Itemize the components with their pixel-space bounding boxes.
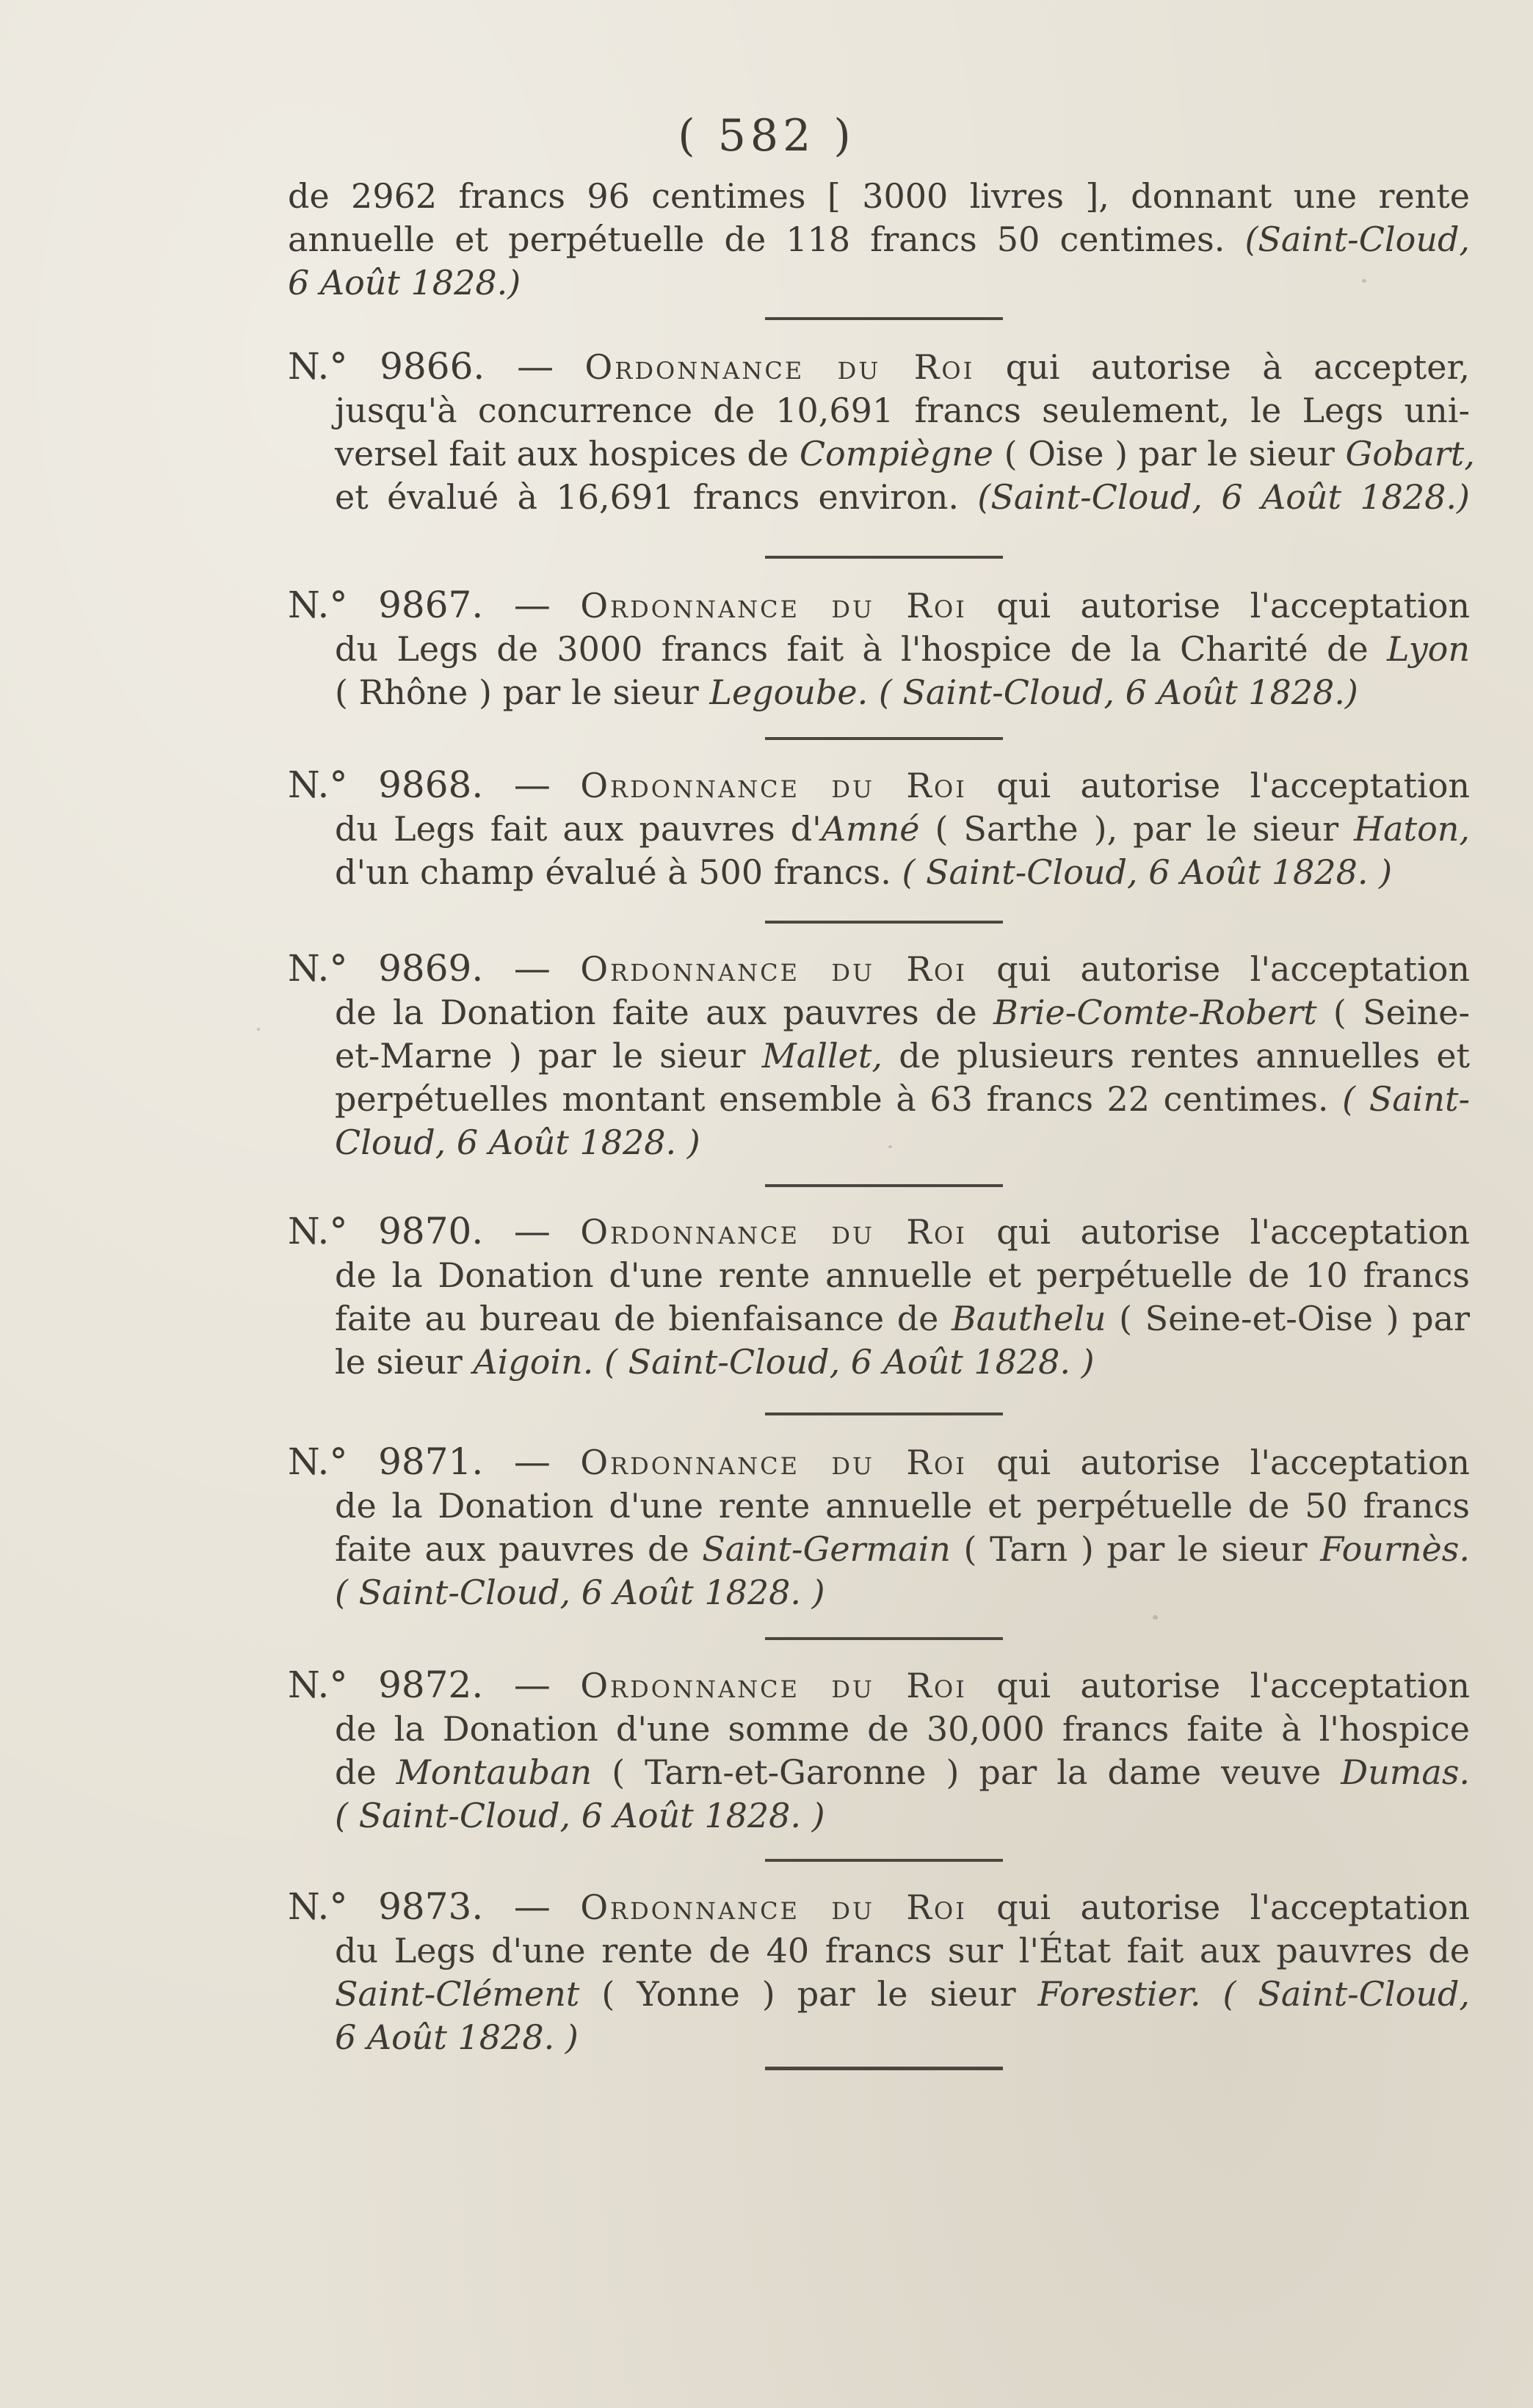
entry-9869-line-5: Cloud, 6 Août 1828. ): [335, 1123, 700, 1162]
intro-line-1: de 2962 francs 96 centimes [ 3000 livres ], donnant une rente: [288, 176, 1470, 216]
entry-text: ( Tarn-et-Garonne ) par la dame veuve: [612, 1752, 1322, 1792]
entry-heading: Ordonnance du Roi: [584, 347, 975, 387]
entry-9869-line-4: [288, 1078, 1470, 1121]
entry-number: N.° 9872. —: [288, 1664, 551, 1706]
entry-place: Montauban: [396, 1752, 592, 1792]
entry-person: Gobart,: [1345, 434, 1475, 474]
entry-text: ( Seine-: [1333, 993, 1470, 1032]
entry-text: ( Yonne ) par le sieur: [601, 1974, 1016, 2014]
entry-9870-line-1: [288, 1210, 1470, 1254]
entry-9866-line-2: jusqu'à concurrence de 10,691 francs seulement, le Legs uni-: [335, 391, 1470, 430]
entry-place: Amné: [821, 809, 920, 849]
entry-9867: [288, 584, 1470, 714]
entry-person: Aigoin.: [473, 1342, 594, 1382]
entry-text: ( Seine-et-Oise ) par: [1119, 1299, 1471, 1338]
entry-9871-line-3: [288, 1528, 1470, 1571]
entry-date: ( Saint-Cloud, 6 Août 1828. ): [604, 1342, 1095, 1382]
entry-text: de: [335, 1752, 377, 1792]
entry-9868: [288, 764, 1470, 894]
entry-text: du Legs fait aux pauvres d': [335, 809, 822, 849]
entry-text: qui autorise l'acceptation: [996, 1666, 1471, 1705]
entry-person: Mallet,: [761, 1036, 883, 1076]
entry-text: qui autorise à accepter,: [1005, 347, 1471, 387]
entry-text: ( Sarthe ), par le sieur: [935, 809, 1339, 849]
entry-9872-line-2: de la Donation d'une somme de 30,000 francs faite à l'hospice: [335, 1709, 1470, 1749]
entry-9869: [288, 947, 1470, 1164]
entry-text: qui autorise l'acceptation: [996, 1212, 1471, 1252]
entry-9873-date-end: 6 Août 1828. ): [335, 2017, 579, 2057]
entry-9866-line-3: [288, 432, 1475, 476]
entry-date-start: ( Saint-: [1342, 1079, 1471, 1119]
entry-number: N.° 9868. —: [288, 764, 551, 806]
entry-text: perpétuelles montant ensemble à 63 francs 22 centimes.: [335, 1079, 1329, 1119]
entry-text: ( Tarn ) par le sieur: [963, 1529, 1308, 1569]
entry-9867-line-1: [288, 584, 1470, 628]
entry-9871-date: ( Saint-Cloud, 6 Août 1828. ): [335, 1573, 825, 1612]
entry-text: de la Donation faite aux pauvres de: [335, 993, 977, 1032]
entry-number: N.° 9867. —: [288, 584, 551, 626]
entry-9873-line-3: [288, 1973, 1470, 2016]
entry-text: d'un champ évalué à 500 francs.: [335, 852, 891, 892]
entry-person: Dumas.: [1341, 1752, 1471, 1792]
entry-person: Haton,: [1354, 809, 1471, 849]
separator-rule: [765, 1859, 1003, 1862]
intro-paragraph: [288, 175, 1470, 305]
separator-rule: [765, 737, 1003, 740]
entry-9869-line-2: [288, 991, 1470, 1034]
entry-heading: Ordonnance du Roi: [580, 766, 967, 805]
paper-speck: [1153, 1615, 1158, 1620]
entry-9872: [288, 1664, 1470, 1838]
entry-9866-line-4: [288, 476, 1470, 519]
entry-heading: Ordonnance du Roi: [580, 1212, 967, 1252]
entry-place: Saint-Clément: [335, 1974, 580, 2014]
paper-speck: [257, 1028, 260, 1031]
entry-heading: Ordonnance du Roi: [580, 1666, 967, 1705]
entry-9869-line-3: [288, 1034, 1470, 1078]
entry-9872-date: ( Saint-Cloud, 6 Août 1828. ): [335, 1796, 825, 1835]
separator-rule: [765, 1637, 1003, 1640]
entry-text: ( Oise ) par le sieur: [1004, 434, 1335, 474]
entry-text: ( Rhône ) par le sieur: [335, 672, 699, 712]
intro-line-3: 6 Août 1828.): [288, 263, 521, 302]
separator-rule: [765, 1412, 1003, 1415]
entry-text: faite au bureau de bienfaisance de: [335, 1299, 939, 1338]
entry-text: qui autorise l'acceptation: [996, 766, 1471, 805]
entry-9870: [288, 1210, 1470, 1384]
entry-person: Fournès.: [1320, 1529, 1470, 1569]
entry-9873-line-1: [288, 1885, 1470, 1929]
entry-9869-line-1: [288, 947, 1470, 991]
page-number: ( 582 ): [678, 110, 855, 162]
entry-date: ( Saint-Cloud, 6 Août 1828. ): [902, 852, 1393, 892]
entry-9873-line-2: du Legs d'une rente de 40 francs sur l'État fait aux pauvres de: [335, 1931, 1470, 1970]
entry-place: Lyon: [1386, 629, 1470, 669]
entry-text: et évalué à 16,691 francs environ.: [335, 477, 960, 517]
entry-9872-line-1: [288, 1664, 1470, 1708]
entry-place: Bauthelu: [952, 1299, 1106, 1338]
entry-text: du Legs de 3000 francs fait à l'hospice de la Charité de: [335, 629, 1369, 669]
entry-9871-line-1: [288, 1440, 1470, 1484]
entry-text: versel fait aux hospices de: [335, 434, 789, 474]
entry-9871: [288, 1440, 1470, 1614]
entry-text: et-Marne ) par le sieur: [335, 1036, 746, 1076]
entry-date-start: ( Saint-Cloud,: [1222, 1974, 1471, 2014]
entry-heading: Ordonnance du Roi: [580, 1443, 967, 1482]
entry-number: N.° 9866. —: [288, 345, 554, 388]
entry-number: N.° 9871. —: [288, 1440, 551, 1483]
entry-number: N.° 9873. —: [288, 1885, 551, 1928]
entry-date: (Saint-Cloud, 6 Août 1828.): [977, 477, 1471, 517]
entry-text: de plusieurs rentes annuelles et: [899, 1036, 1471, 1076]
entry-9867-line-3: [288, 671, 1470, 714]
entry-9870-line-2: de la Donation d'une rente annuelle et perpétuelle de 10 francs: [335, 1255, 1470, 1295]
entry-9870-line-4: [288, 1341, 1470, 1384]
entry-text: le sieur: [335, 1342, 463, 1382]
entry-heading: Ordonnance du Roi: [580, 949, 967, 989]
entry-9866-line-1: [288, 345, 1470, 389]
entry-9873: [288, 1885, 1470, 2059]
entry-heading: Ordonnance du Roi: [580, 586, 967, 625]
separator-rule: [765, 1184, 1003, 1187]
entry-person: Legoube.: [709, 672, 869, 712]
entry-number: N.° 9870. —: [288, 1210, 551, 1252]
entry-text: qui autorise l'acceptation: [996, 1443, 1471, 1482]
entry-9870-line-3: [288, 1297, 1470, 1341]
entry-number: N.° 9869. —: [288, 947, 551, 990]
separator-rule: [765, 921, 1003, 924]
entry-9871-line-2: de la Donation d'une rente annuelle et perpétuelle de 50 francs: [335, 1486, 1470, 1526]
entry-place: Brie-Comte-Robert: [993, 993, 1317, 1032]
entry-9866: [288, 345, 1475, 519]
separator-rule: [765, 2067, 1003, 2070]
entry-9872-line-3: [288, 1751, 1470, 1794]
entry-place: Saint-Germain: [702, 1529, 951, 1569]
entry-text: qui autorise l'acceptation: [996, 1887, 1471, 1927]
entry-text: qui autorise l'acceptation: [996, 949, 1471, 989]
intro-place: (Saint-Cloud,: [1244, 220, 1471, 259]
entry-9868-line-1: [288, 764, 1470, 808]
entry-9868-line-3: [288, 851, 1470, 894]
separator-rule: [765, 317, 1003, 320]
entry-9868-line-2: [288, 808, 1470, 851]
entry-text: qui autorise l'acceptation: [996, 586, 1471, 625]
entry-text: faite aux pauvres de: [335, 1529, 689, 1569]
entry-9867-line-2: [288, 628, 1470, 671]
separator-rule: [765, 556, 1003, 559]
entry-place: Compiègne: [799, 434, 994, 474]
intro-line-2: [288, 218, 1470, 261]
entry-heading: Ordonnance du Roi: [580, 1887, 967, 1927]
entry-date: ( Saint-Cloud, 6 Août 1828.): [878, 672, 1358, 712]
entry-person: Forestier.: [1037, 1974, 1201, 2014]
intro-line-2-text: annuelle et perpétuelle de 118 francs 50 centimes.: [288, 220, 1225, 259]
